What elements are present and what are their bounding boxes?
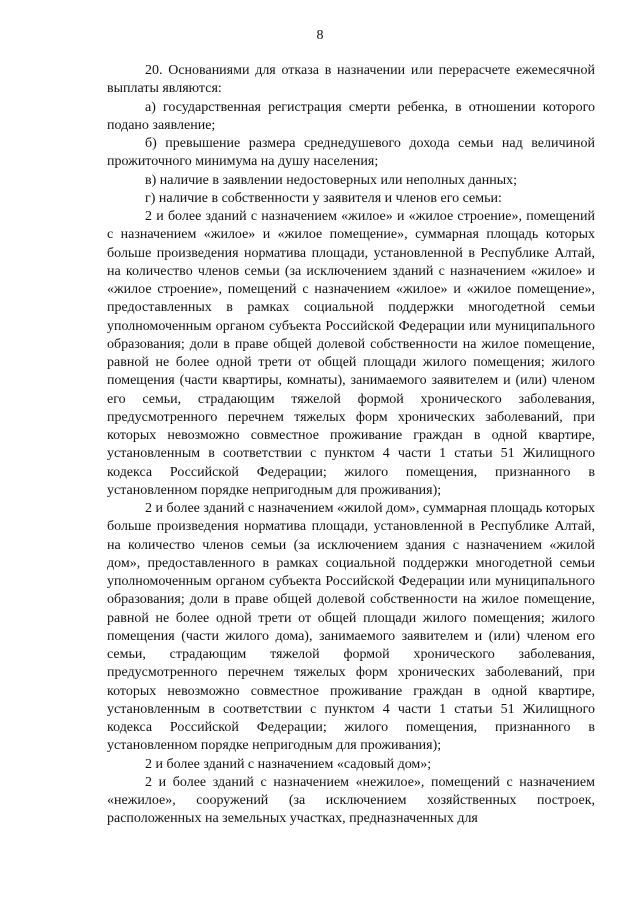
paragraph-residential-buildings: 2 и более зданий с назначением «жилое» и «жилое строение», помещений с назначением «жилое» и «жилое помещение», суммарная площадь которых больше произведения норматива площади, установленной в Республике Алтай, на количество членов семьи (за исключением зданий с назначением «жилое» и «жилое строение», помещений с назначением «жилое» и «жилое помещение», предоставленных в рамках социальной поддержки многодетной семьи уполномоченным органом субъекта Российской Федерации или муниципального образования; доли в праве общей долевой собственности на жилое помещение, равной не более одной трети от общей площади жилого помещения; жилого помещения (части квартиры, комнаты), занимаемого заявителем и (или) членом его семьи, страдающим тяжелой формой хронического заболевания, предусмотренного перечнем тяжелых форм хронических заболеваний, при которых невозможно совместное проживание граждан в одной квартире, установленным в соответствии с пунктом 4 части 1 статьи 51 Жилищного кодекса Российской Федерации; жилого помещения, признанного в установленном порядке непригодным для проживания); [107, 209, 595, 498]
paragraph-item-20: 20. Основаниями для отказа в назначении или перерасчете ежемесячной выплаты являются: [107, 63, 595, 97]
paragraph-non-residential: 2 и более зданий с назначением «нежилое», помещений с назначением «нежилое», сооружений (за исключением хозяйственных построек, расположенных на земельных участках, предназначенных для [107, 774, 595, 827]
page-number: 8 [316, 28, 324, 43]
paragraph-garden-houses: 2 и более зданий с назначением «садовый дом»; [145, 756, 432, 772]
document-body [107, 62, 595, 829]
paragraph-subitem-v: в) наличие в заявлении недостоверных или неполных данных; [145, 172, 517, 188]
paragraph-subitem-b: б) превышение размера среднедушевого дохода семьи над величиной прожиточного минимума на душу населения; [107, 136, 595, 170]
paragraph-subitem-a: а) государственная регистрация смерти ребенка, в отношении которого подано заявление; [107, 99, 595, 133]
paragraph-subitem-g: г) наличие в собственности у заявителя и членов его семьи: [145, 190, 502, 206]
paragraph-residential-houses: 2 и более зданий с назначением «жилой дом», суммарная площадь которых больше произведения норматива площади, установленной в Республике Алтай, на количество членов семьи (за исключением здания с назначением «жилой дом», предоставленного в рамках социальной поддержки многодетной семьи уполномоченным органом субъекта Российской Федерации или муниципального образования; доли в праве общей долевой собственности на жилое помещение, равной не более одной трети от общей площади жилого помещения; жилого помещения (части жилого дома), занимаемого заявителем и (или) членом его семьи, страдающим тяжелой формой хронического заболевания, предусмотренного перечнем тяжелых форм хронических заболеваний, при которых невозможно совместное проживание граждан в одной квартире, установленным в соответствии с пунктом 4 части 1 статьи 51 Жилищного кодекса Российской Федерации; жилого помещения, признанного в установленном порядке непригодным для проживания); [107, 501, 595, 754]
